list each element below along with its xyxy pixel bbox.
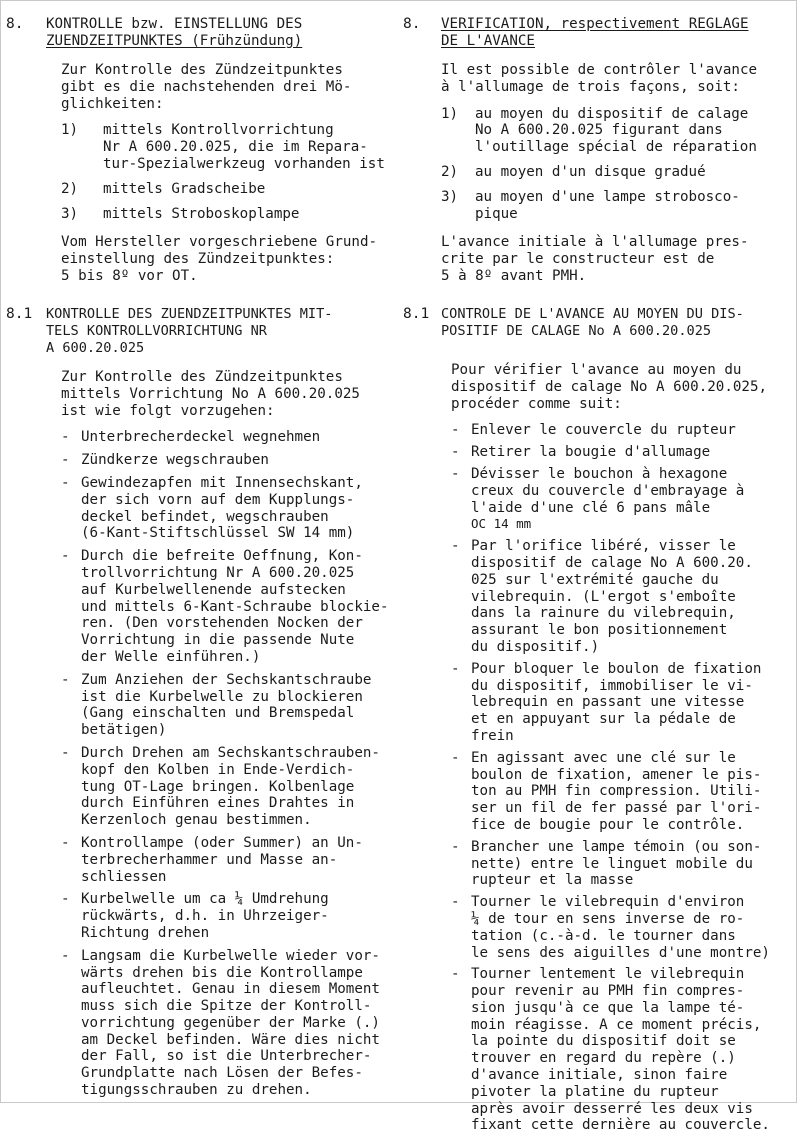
text-line: Enlever le couvercle du rupteur [471,422,736,439]
text-line: Zur Kontrolle des Zündzeitpunktes [61,62,343,78]
text-line: trouver en regard du repère (.) [471,1050,736,1067]
list-item [441,189,793,223]
list-marker: 2) [61,180,79,197]
text-line: mittels Gradscheibe [103,180,266,197]
text-line: (6-Kant-Stiftschlüssel SW 14 mm) [81,525,355,542]
intro-paragraph [441,62,793,96]
section-number-8-de: 8. [6,16,24,32]
text-line: ton au PMH fin compression. Utili- [471,783,762,800]
text-line: du dispositif, immobiliser le vi- [471,677,753,694]
text-line: ren. (Den vorstehenden Nocken der [81,615,363,632]
text-line: Dévisser le bouchon à hexagone [471,465,728,482]
text-line: Tourner le vilebrequin d'environ [471,894,745,911]
list-item [451,839,795,889]
list-item [61,206,391,223]
text-line: Zur Kontrolle des Zündzeitpunktes [61,369,343,385]
text-line: nette) entre le linguet mobile du [471,855,753,872]
heading-line: DE L'AVANCE [441,32,535,49]
list-marker: - [451,444,460,461]
text-line: gibt es die nachstehenden drei Mö- [61,78,352,95]
section-8-heading-fr [441,16,749,50]
section-81-body-fr [451,362,795,1134]
text-line: sion jusqu'à ce que la lampe té- [471,999,745,1016]
text-line: tur-Spezialwerkzeug vorhanden ist [103,155,385,172]
list-marker: - [61,429,70,446]
text-line: Kontrollampe (oder Summer) an Un- [81,834,363,851]
text-line: à l'allumage de trois façons, soit: [441,78,740,95]
text-line: ist die Kurbelwelle zu blockieren [81,688,363,705]
text-line: tation (c.-à-d. le tourner dans [471,927,736,944]
text-line: kopf den Kolben in Ende-Verdich- [81,761,355,778]
text-line: Unterbrecherdeckel wegnehmen [81,429,321,446]
heading-line: KONTROLLE bzw. EINSTELLUNG DES [46,16,303,32]
text-line: Il est possible de contrôler l'avance [441,62,758,78]
list-item [61,429,393,446]
list-marker: - [451,538,460,555]
text-line: d'avance initiale, sinon faire [471,1067,728,1084]
list-marker: 3) [61,205,79,222]
list-item [61,948,393,1099]
text-line: L'avance initiale à l'allumage pres- [441,234,749,251]
text-line: boulon de fixation, amener le pis- [471,766,762,783]
closing-paragraph [61,234,391,284]
text-line: schliessen [81,868,167,885]
list-marker: - [451,749,460,766]
heading-line: VERIFICATION, respectivement REGLAGE [441,16,749,32]
list-marker: - [61,452,70,469]
text-line: Grundplatte nach Lösen der Befes- [81,1065,363,1082]
text-line: einstellung des Zündzeitpunktes: [61,251,335,268]
text-line: frein [471,727,514,744]
list-marker: - [451,422,460,439]
list-item [61,122,391,172]
list-marker: - [61,891,70,908]
list-item [451,538,795,656]
list-item [451,966,795,1134]
text-line: pour revenir au PMH fin compres- [471,983,745,1000]
text-line: mittels Stroboskoplampe [103,205,300,222]
list-marker: - [61,548,70,565]
text-line: dispositif de calage No A 600.20. [471,554,753,571]
list-marker: - [61,474,70,491]
list-item [61,452,393,469]
text-line: le sens des aiguilles d'une montre) [471,944,770,961]
text-line: der Welle einführen.) [81,648,261,665]
list-item [61,548,393,666]
list-item [451,750,795,834]
list-item [441,106,793,156]
section-number-81-fr: 8.1 [403,306,430,322]
text-line: au moyen d'une lampe strobosco- [475,188,740,205]
text-line: trollvorrichtung Nr A 600.20.025 [81,564,355,581]
text-line: OC 14 mm [471,516,532,532]
text-line: betätigen) [81,722,167,739]
text-line: terbrecherhammer und Masse an- [81,851,338,868]
closing-paragraph [441,234,793,284]
text-line: glichkeiten: [61,95,164,112]
intro-paragraph [61,369,393,419]
section-number-8-fr: 8. [403,16,421,32]
list-item [61,672,393,739]
text-line: et en appuyant sur la pédale de [471,711,736,728]
text-line: dispositif de calage No A 600.20.025, [451,378,768,395]
text-line: lebrequin en passant une vitesse [471,694,745,711]
text-line: aufleuchtet. Genau in diesem Moment [81,981,380,998]
text-line: (Gang einschalten und Bremspedal [81,705,355,722]
text-line: procéder comme suit: [451,395,622,412]
list-item [61,745,393,829]
text-line: dans la rainure du vilebrequin, [471,605,736,622]
text-line: fixant cette dernière au couvercle. [471,1117,770,1134]
section-81-heading-fr [441,306,744,340]
text-line: der Fall, so ist die Unterbrecher- [81,1048,372,1065]
text-line: Durch die befreite Oeffnung, Kon- [81,548,363,565]
list-marker: - [451,465,460,482]
list-item [61,475,393,542]
text-line: deckel befindet, wegschrauben [81,508,329,525]
heading-line: CONTROLE DE L'AVANCE AU MOYEN DU DIS- [441,306,744,322]
text-line: fice de bougie pour le contrôle. [471,816,745,833]
text-line: Pour bloquer le boulon de fixation [471,660,762,677]
list-item [451,894,795,961]
text-line: und mittels 6-Kant-Schraube blockie- [81,598,389,615]
text-line: Vorrichtung in die passende Nute [81,632,355,649]
text-line: auf Kurbelwellenende aufstecken [81,581,346,598]
text-line: En agissant avec une clé sur le [471,749,736,766]
text-line: pique [475,205,518,222]
text-line: 5 bis 8º vor OT. [61,267,198,284]
steps-list [61,429,393,1098]
section-number-81-de: 8.1 [6,306,33,322]
text-line: vilebrequin. (L'ergot s'emboîte [471,588,736,605]
heading-line: A 600.20.025 [46,339,145,356]
text-line: 025 sur l'extrémité gauche du [471,571,719,588]
list-marker: - [61,947,70,964]
list-marker: - [451,838,460,855]
list-item [451,661,795,745]
text-line: Durch Drehen am Sechskantschrauben- [81,744,380,761]
heading-line: KONTROLLE DES ZUENDZEITPUNKTES MIT- [46,306,333,322]
text-line: tigungsschrauben zu drehen. [81,1082,312,1099]
text-line: Retirer la bougie d'allumage [471,444,711,461]
text-line: 5 à 8º avant PMH. [441,267,587,284]
heading-line: TELS KONTROLLVORRICHTUNG NR [46,322,267,339]
list-marker: 3) [441,188,459,205]
text-line: creux du couvercle d'embrayage à [471,482,745,499]
text-line: du dispositif.) [471,638,600,655]
text-line: rückwärts, d.h. in Uhrzeiger- [81,908,329,925]
text-line: moin réagisse. A ce moment précis, [471,1016,762,1033]
list-marker: - [61,834,70,851]
text-line: No A 600.20.025 figurant dans [475,122,723,139]
text-line: Brancher une lampe témoin (ou son- [471,838,762,855]
list-item [441,164,793,181]
text-line: tung OT-Lage bringen. Kolbenlage [81,778,355,795]
text-line: Nr A 600.20.025, die im Repara- [103,139,368,156]
text-line: Pour vérifier l'avance au moyen du [451,362,742,378]
text-line: Tourner lentement le vilebrequin [471,966,745,983]
text-line: vorrichtung gegenüber der Marke (.) [81,1014,380,1031]
text-line: pivoter la platine du rupteur [471,1083,719,1100]
text-line: am Deckel befinden. Wäre dies nicht [81,1031,380,1048]
section-8-heading-de [46,16,302,50]
text-line: Kurbelwelle um ca ¼ Umdrehung [81,891,329,908]
options-list [441,106,793,223]
list-marker: - [451,966,460,983]
heading-line: POSITIF DE CALAGE No A 600.20.025 [441,322,712,339]
list-marker: 1) [61,122,79,139]
text-line: Par l'orifice libéré, visser le [471,538,736,555]
text-line: assurant le bon positionnement [471,622,728,639]
text-line: au moyen d'un disque gradué [475,163,706,180]
text-line: crite par le constructeur est de [441,251,715,268]
intro-paragraph [451,362,795,412]
text-line: ¼ de tour en sens inverse de ro- [471,910,745,927]
list-item [451,444,795,461]
list-marker: 2) [441,163,459,180]
text-line: Zündkerze wegschrauben [81,452,269,469]
list-item [451,466,795,533]
text-line: la pointe du dispositif doit se [471,1033,736,1050]
list-marker: 1) [441,105,459,122]
section-8-body-fr [441,62,793,295]
list-item [451,422,795,439]
text-line: durch Einführen eines Drahtes in [81,795,355,812]
section-8-body-de [61,62,391,295]
list-marker: - [61,744,70,761]
intro-paragraph [61,62,391,112]
text-line: wärts drehen bis die Kontrollampe [81,964,363,981]
text-line: ist wie folgt vorzugehen: [61,402,275,419]
list-item [61,891,393,941]
text-line: rupteur et la masse [471,872,634,889]
text-line: ser un fil de fer passé par l'ori- [471,800,762,817]
text-line: Langsam die Kurbelwelle wieder vor- [81,947,380,964]
heading-line: ZUENDZEITPUNKTES (Frühzündung) [46,32,303,49]
text-line: mittels Kontrollvorrichtung [103,122,334,139]
text-line: au moyen du dispositif de calage [475,105,749,122]
list-marker: - [451,894,460,911]
section-81-heading-de [46,306,332,356]
list-marker: - [451,660,460,677]
text-line: Gewindezapfen mit Innensechskant, [81,474,363,491]
steps-list [451,422,795,1134]
text-line: l'outillage spécial de réparation [475,139,757,156]
list-marker: - [61,671,70,688]
text-line: Richtung drehen [81,924,210,941]
section-81-body-de [61,369,393,1099]
text-line: Vom Hersteller vorgeschriebene Grund- [61,234,378,251]
text-line: Kerzenloch genau bestimmen. [81,812,312,829]
text-line: après avoir desserré les deux vis [471,1100,753,1117]
options-list [61,122,391,222]
text-line: l'aide d'une clé 6 pans mâle [471,499,711,516]
list-item [61,835,393,885]
text-line: mittels Vorrichtung No A 600.20.025 [61,385,360,402]
text-line: Zum Anziehen der Sechskantschraube [81,671,372,688]
text-line: muss sich die Spitze der Kontroll- [81,998,372,1015]
text-line: der sich vorn auf dem Kupplungs- [81,491,355,508]
list-item [61,181,391,198]
